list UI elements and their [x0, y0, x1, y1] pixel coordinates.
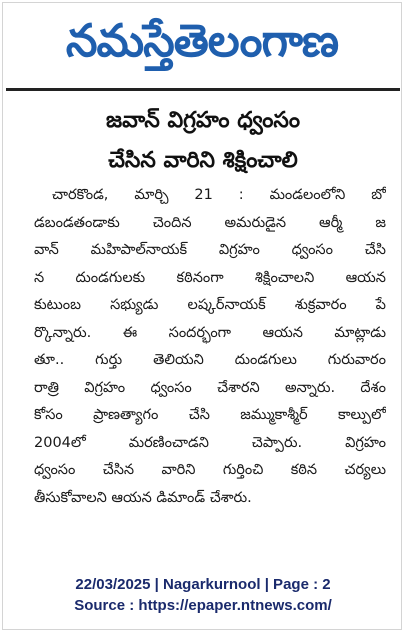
article-line: ర్కొన్నారు. ఈ సందర్భంగా ఆయన మాట్లాడు — [34, 324, 386, 341]
footer-source: Source : https://epaper.ntnews.com/ — [74, 597, 332, 614]
article-line: న దుండగులకు కఠినంగా శిక్షించాలని ఆయన — [34, 269, 386, 286]
masthead-title-part2: తెలంగాణ — [173, 13, 339, 67]
article-line: ధ్వంసం చేసిన వారిని గుర్తించి కఠిన చర్యలు — [34, 462, 386, 478]
article-line: వాన్ మహిపాల్‌నాయక్ విగ్రహం ధ్వంసం చేసి — [34, 242, 386, 258]
headline-line-2: చేసిన వారిని శిక్షించాలి — [108, 148, 298, 173]
headline-line-1: జవాన్ విగ్రహం ధ్వంసం — [106, 108, 300, 133]
masthead-title-part1: నమస్తే — [65, 13, 174, 67]
article-body — [34, 182, 386, 512]
article-line: రాత్రి విగ్రహం ధ్వంసం చేశారని అన్నారు. దేశం — [34, 379, 386, 396]
article-line: తూ.. గుర్తు తెలియని దుండగులు గురువారం — [34, 352, 386, 368]
article-line: చారకొండ, మార్చి 21 : మండలంలోని బో — [52, 187, 386, 203]
newspaper-masthead — [6, 4, 398, 76]
footer-date-edition-page: 22/03/2025 | Nagarkurnool | Page : 2 — [75, 576, 331, 593]
article-line: తీసుకోవాలని ఆయన డిమాండ్ చేశారు. — [34, 489, 252, 506]
article-line: కుటుంబ సభ్యుడు లష్కర్‌నాయక్ శుక్రవారం పే — [34, 297, 386, 313]
article-line: డబండతండాకు చెందిన అమరుడైన ఆర్మీ జ — [34, 214, 386, 231]
masthead-divider — [6, 88, 400, 91]
article-line: కోసం ప్రాణత్యాగం చేసి జమ్ముకాశ్మీర్ కాల్పులో — [34, 407, 386, 423]
article-line: 2004లో మరణించాడని చెప్పారు. విగ్రహం — [34, 434, 386, 451]
